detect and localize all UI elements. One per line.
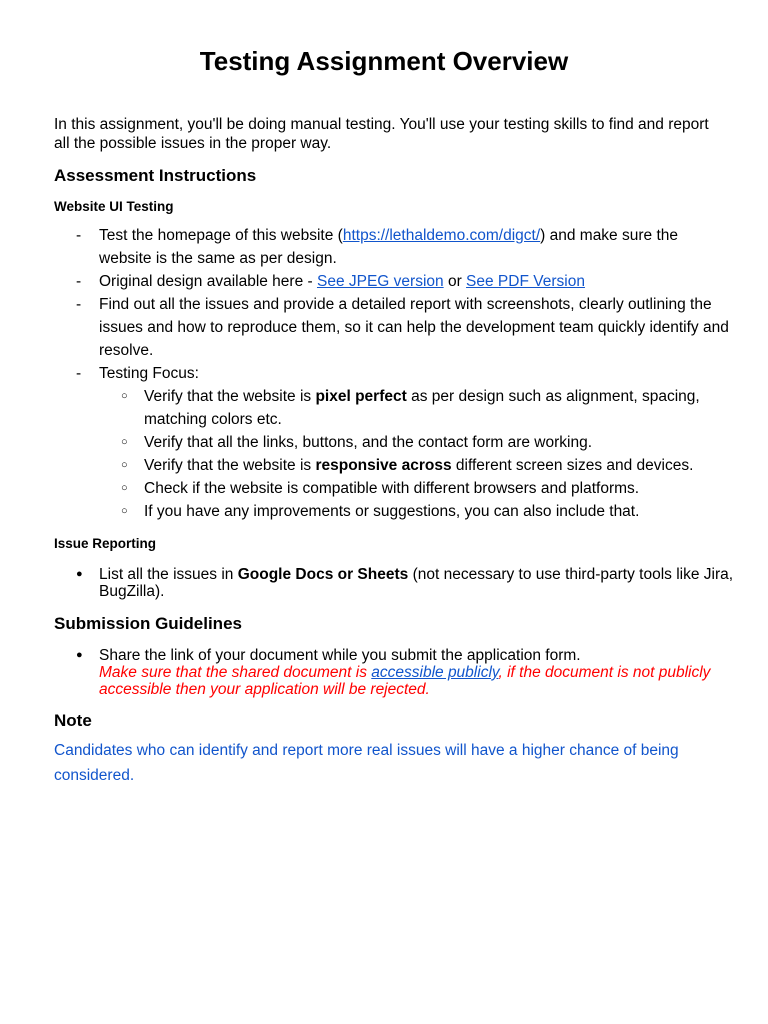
list-item (54, 224, 734, 270)
website-ui-testing-heading: Website UI Testing (54, 199, 174, 214)
item-text: Verify that the website is (144, 457, 316, 474)
intro-paragraph: In this assignment, you'll be doing manual testing. You'll use your testing skills to find and report all the possible issues in the proper way. (54, 116, 709, 152)
page-title: Testing Assignment Overview (199, 46, 569, 76)
item-text: as per design such as alignment, spacing, matching colors etc. (144, 388, 700, 428)
item-text: If you have any improvements or suggestions, you can also include that. (144, 503, 640, 520)
list-item (99, 500, 734, 523)
warning-text: , if the document is not publicly accessible then your application will be rejected. (99, 664, 711, 698)
jpeg-version-link[interactable]: See JPEG version (316, 273, 444, 290)
item-text: Check if the website is compatible with different browsers and platforms. (144, 480, 640, 497)
list-item (99, 477, 734, 500)
note-heading: Note (54, 711, 92, 730)
issue-reporting-heading: Issue Reporting (54, 536, 157, 551)
item-text: Verify that the website is (144, 388, 316, 405)
list-item (54, 566, 734, 600)
list-item (99, 431, 734, 454)
item-text: Test the homepage of this website ( (99, 227, 343, 244)
item-text: ) and make sure the website is the same as per design. (99, 227, 678, 267)
item-text: different screen sizes and devices. (451, 457, 694, 474)
warning-text: Make sure that the shared document is (99, 664, 372, 681)
issue-reporting-list (54, 566, 734, 600)
list-item (99, 385, 734, 431)
pdf-version-link[interactable]: See PDF Version (466, 273, 585, 290)
website-link[interactable]: https://lethaldemo.com/digct/ (342, 227, 541, 244)
note-text: Candidates who can identify and report more real issues will have a higher chance of being considered. (54, 742, 679, 784)
assessment-heading: Assessment Instructions (54, 166, 257, 185)
item-text: List all the issues in (99, 566, 238, 583)
submission-list (54, 647, 734, 698)
item-text: Testing Focus: (99, 365, 199, 382)
submission-heading: Submission Guidelines (54, 614, 242, 633)
list-item (54, 647, 734, 698)
bold-text: Google Docs or Sheets (237, 566, 409, 583)
item-text: Find out all the issues and provide a detailed report with screenshots, clearly outlining the issues and how to reproduce them, so it can help the development team quickly identify and resolve. (99, 296, 729, 359)
website-ui-testing-list (54, 224, 734, 523)
item-text: Verify that all the links, buttons, and the contact form are working. (144, 434, 593, 451)
accessible-publicly-link[interactable]: accessible publicly (371, 664, 499, 681)
item-text: Original design available here - (99, 273, 317, 290)
list-item (99, 454, 734, 477)
item-text: or (443, 273, 467, 290)
item-text: Share the link of your document while you submit the application form. (99, 647, 581, 664)
testing-focus-list (99, 385, 734, 523)
list-item (54, 362, 734, 523)
list-item (54, 293, 734, 362)
list-item (54, 270, 734, 293)
bold-text: pixel perfect (315, 388, 407, 405)
bold-text: responsive across (315, 457, 452, 474)
item-text: (not necessary to use third-party tools like Jira, BugZilla). (99, 566, 734, 600)
